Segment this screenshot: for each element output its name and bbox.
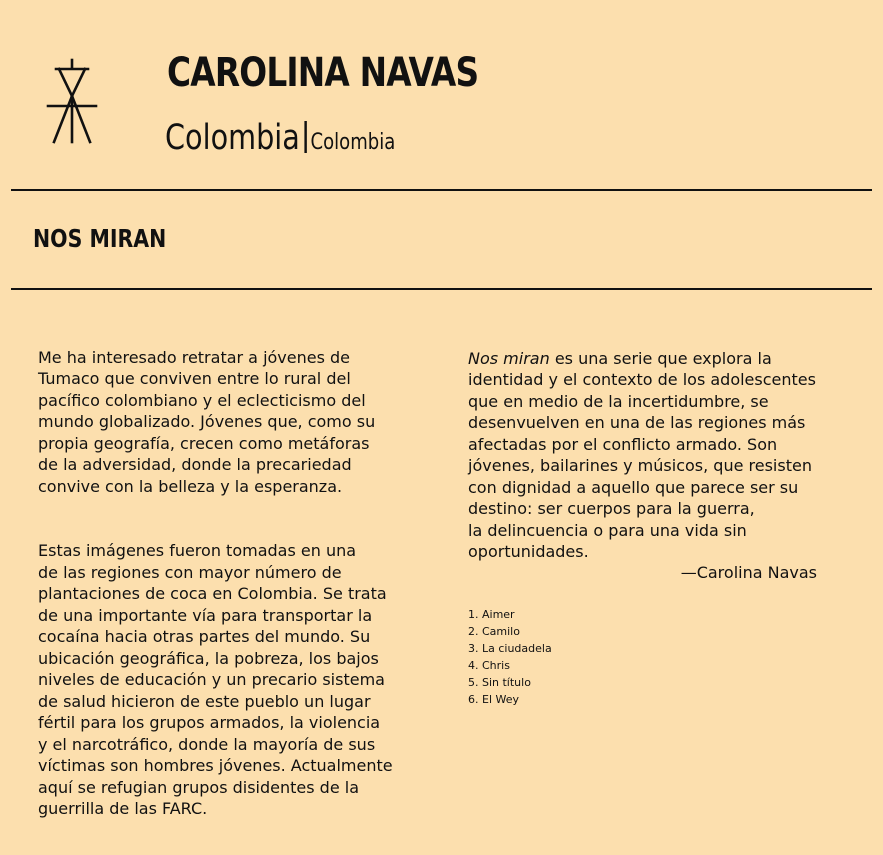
statement-left-column: [38, 325, 398, 841]
statement-paragraph-2: Estas imágenes fueron tomadas en una de las regiones con mayor número de plantaciones de coca en Colombia. Se trata de una importante vía para transportar la cocaína hacia otras partes del mundo. Su ubicación geográfica, la pobreza, los bajos niveles de educación y un precario sistema de salud hicieron de este pueblo un lugar fértil para los grupos armados, la violencia y el narcotráfico, donde la mayoría de sus víctimas son hombres jóvenes. Actualmente aquí se refugian grupos disidentes de la guerrilla de las FARC.: [38, 541, 393, 818]
origin-secondary: Colombia: [310, 130, 396, 155]
series-name-italic: Nos miran: [468, 348, 550, 368]
work-item: 6. El Wey: [468, 693, 520, 706]
work-item: 3. La ciudadela: [468, 642, 552, 655]
series-title: NOS MIRAN: [33, 224, 167, 253]
work-item: 1. Aimer: [468, 608, 515, 621]
statement-right-column: [468, 326, 828, 584]
title-divider: [11, 288, 872, 290]
work-item: 4. Chris: [468, 659, 510, 672]
work-item: 2. Camilo: [468, 625, 520, 638]
works-list: [468, 606, 552, 708]
signature: —Carolina Navas: [680, 563, 817, 582]
header-divider: [11, 189, 872, 191]
origin-separator: [305, 121, 307, 153]
origin-primary: Colombia: [165, 118, 300, 158]
artist-origin: [165, 118, 395, 158]
statement-paragraph-1: Me ha interesado retratar a jóvenes de Tumaco que conviven entre lo rural del pacífico colombiano y el eclecticismo del mundo globalizado. Jóvenes que, como su propia geografía, crecen como metáforas de la adversidad, donde la precariedad convive con la belleza y la esperanza.: [38, 347, 376, 496]
statement-paragraph-3-text: es una serie que explora la identidad y el contexto de los adolescentes que en medio de la incertidumbre, se desenvuelven en una de las regiones más afectadas por el conflicto armado. Son jóvenes, bailarines y músicos, que resisten con dignidad a aquello que parece ser su destino: ser cuerpos para la guerra, la delincuencia o para una vida sin oportunidades.: [468, 348, 816, 561]
easel-tripod-icon: [46, 58, 98, 146]
statement-paragraph-3: [468, 348, 828, 563]
work-item: 5. Sin título: [468, 676, 531, 689]
artist-name: CAROLINA NAVAS: [167, 50, 479, 96]
